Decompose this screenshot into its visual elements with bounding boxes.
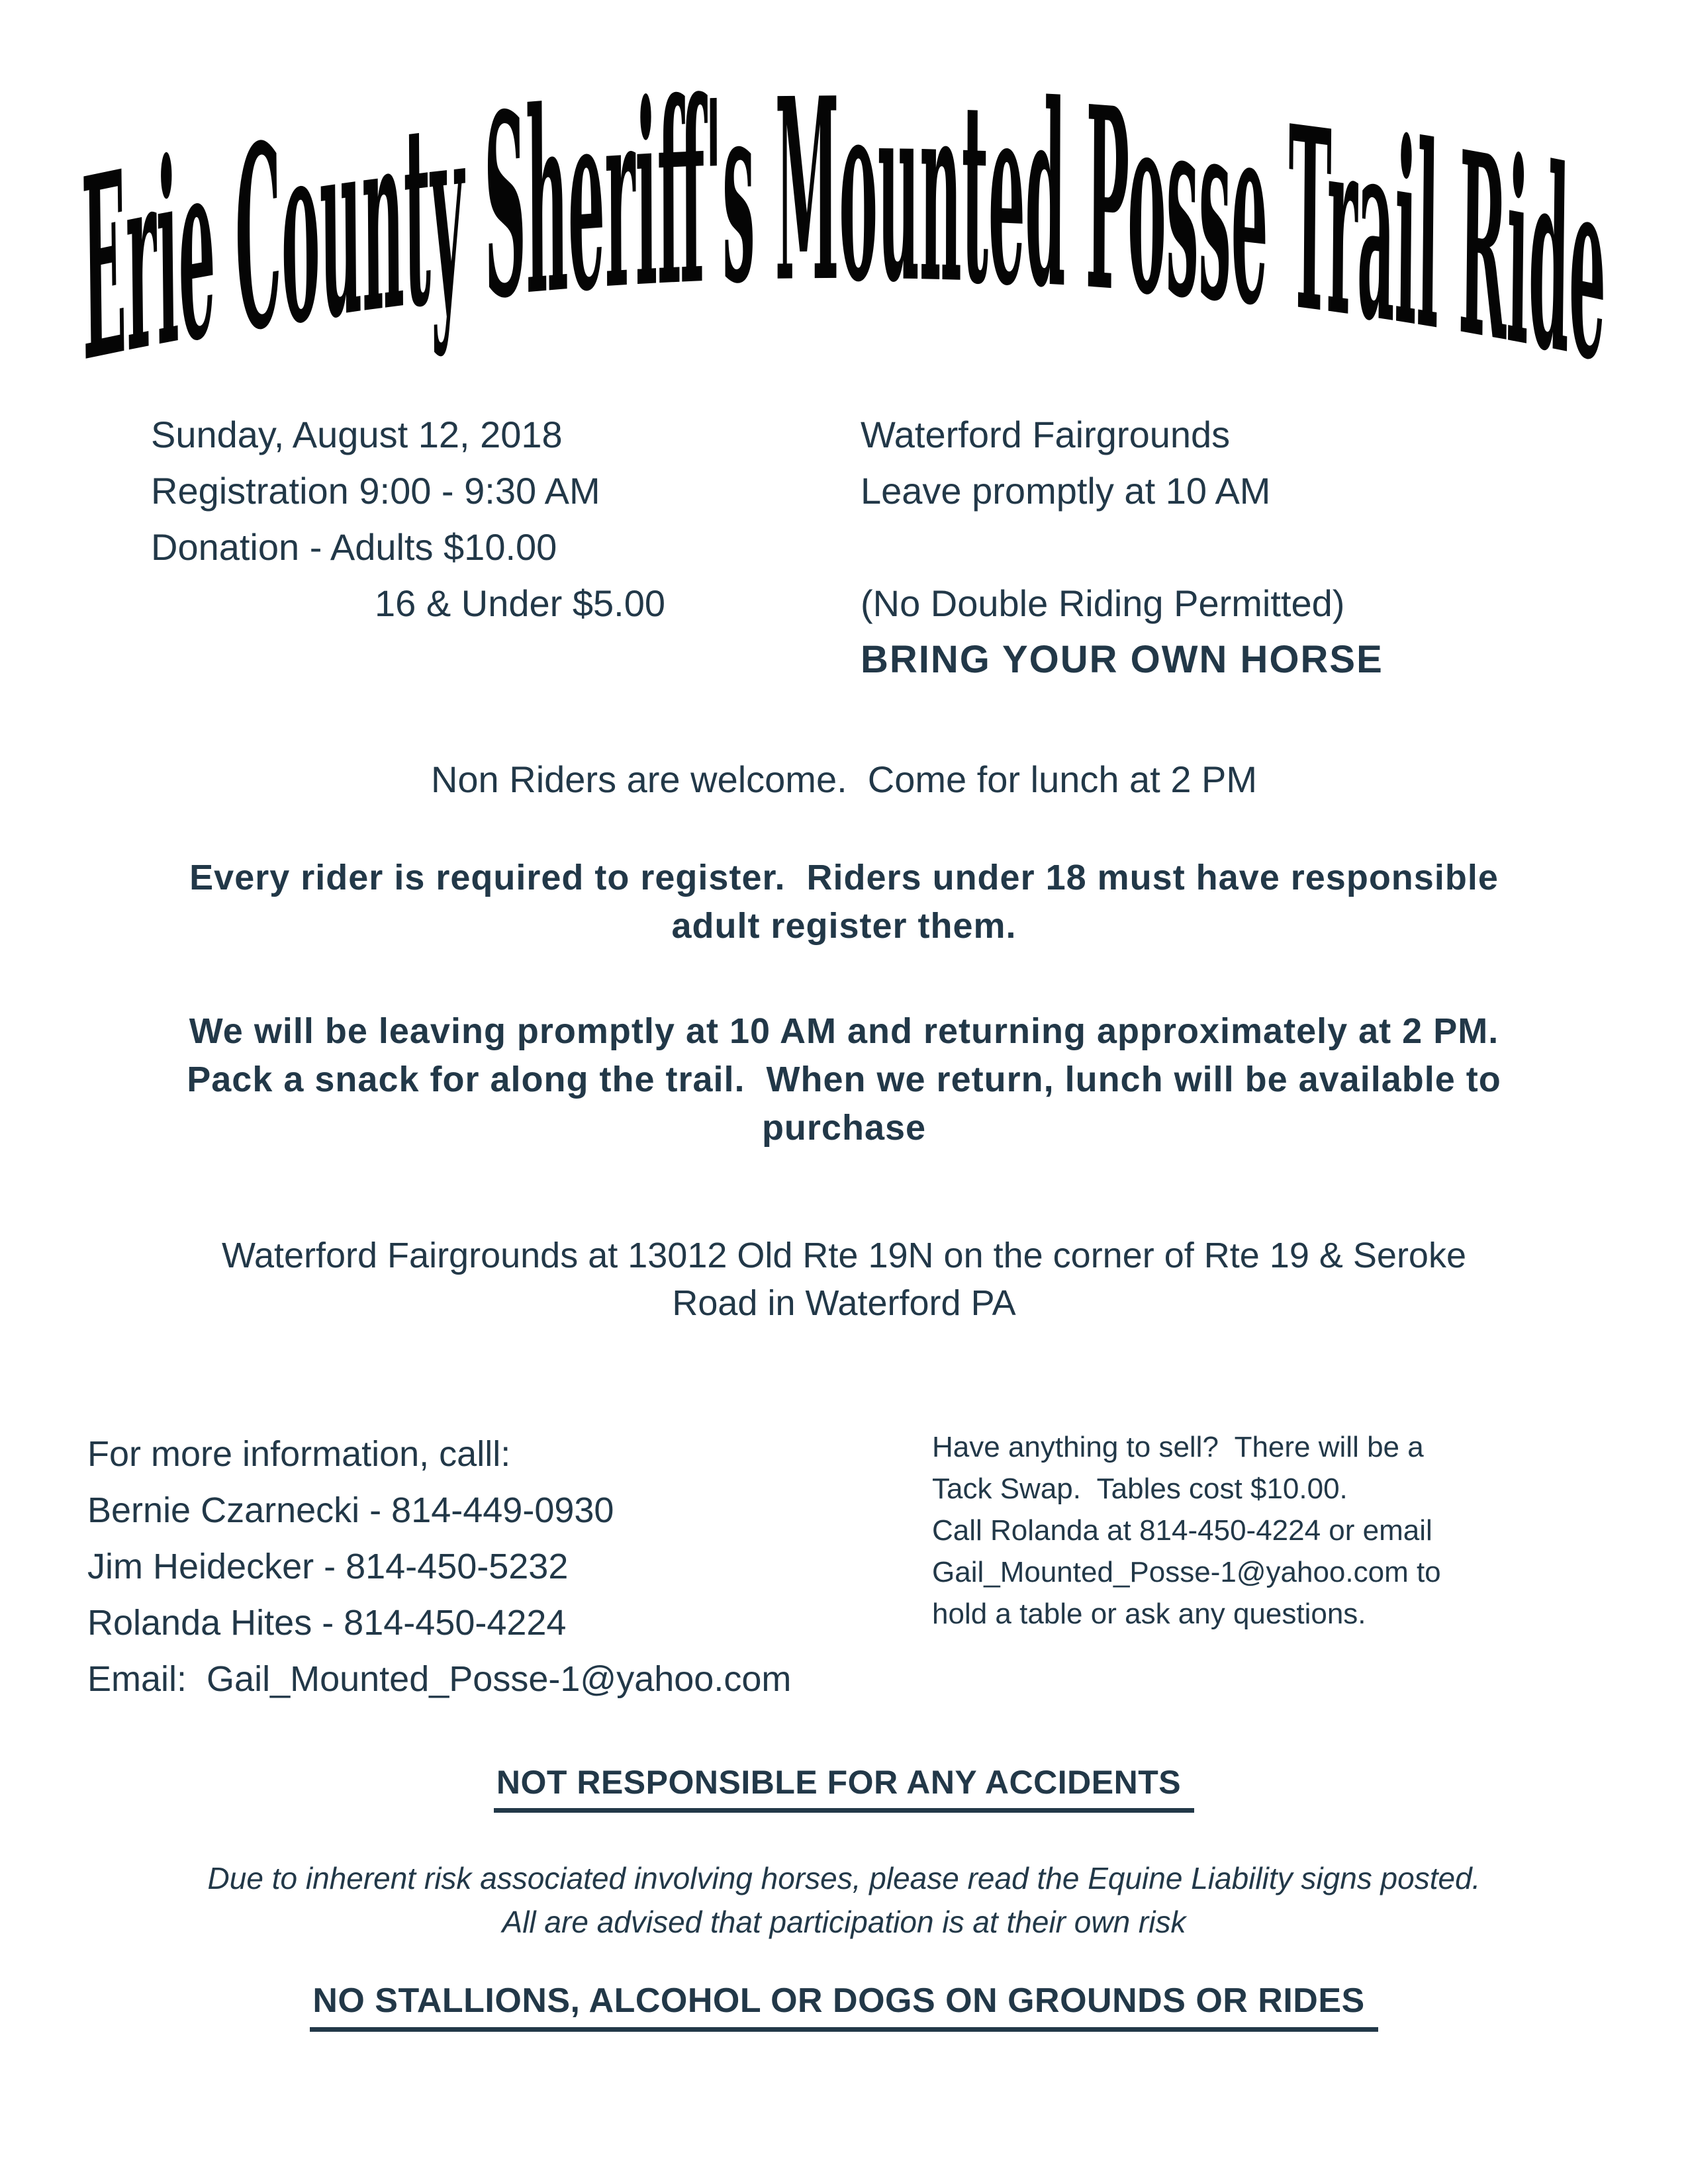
event-registration-time: Registration 9:00 - 9:30 AM — [151, 470, 600, 512]
contact-email: Email: Gail_Mounted_Posse-1@yahoo.com — [87, 1659, 792, 1699]
tack-swap-line1: Have anything to sell? There will be a — [932, 1431, 1424, 1463]
contact-bernie: Bernie Czarnecki - 814-449-0930 — [87, 1490, 614, 1530]
svg-text:Erie County Sheriff's Mounted — [80, 43, 1607, 418]
event-donation-under16: 16 & Under $5.00 — [375, 582, 665, 624]
tack-swap-line3: Call Rolanda at 814-450-4224 or email — [932, 1514, 1432, 1547]
event-donation-adults: Donation - Adults $10.00 — [151, 526, 557, 568]
schedule-notice-line2: Pack a snack for along the trail. When we return, lunch will be available to — [187, 1060, 1501, 1099]
event-info-block — [0, 406, 861, 688]
tack-swap-line4: Gail_Mounted_Posse-1@yahoo.com to — [932, 1556, 1441, 1588]
schedule-notice — [0, 1007, 1688, 1152]
accidents-disclaimer — [0, 1763, 1688, 1813]
liability-line2: All are advised that participation is at their own risk — [502, 1905, 1186, 1939]
liability-line1: Due to inherent risk associated involving horses, please read the Equine Liability signs posted. — [207, 1861, 1481, 1895]
location-departure: Leave promptly at 10 AM — [861, 470, 1271, 512]
spacer-line — [861, 519, 1383, 575]
contacts-block — [0, 1426, 932, 1707]
no-double-riding-note: (No Double Riding Permitted) — [861, 582, 1345, 624]
liability-disclaimer — [0, 1856, 1688, 1944]
grounds-rules — [0, 1981, 1688, 2032]
contact-rolanda: Rolanda Hites - 814-450-4224 — [87, 1603, 567, 1643]
register-notice-line1: Every rider is required to register. Riders under 18 must have responsible — [189, 858, 1499, 897]
tack-swap-line5: hold a table or ask any questions. — [932, 1598, 1366, 1630]
tack-swap-line2: Tack Swap. Tables cost $10.00. — [932, 1473, 1348, 1505]
contacts-row — [0, 1426, 1688, 1707]
schedule-notice-line1: We will be leaving promptly at 10 AM and returning approximately at 2 PM. — [189, 1011, 1499, 1051]
location-info-block — [861, 406, 1383, 688]
venue-address-line2: Road in Waterford PA — [672, 1283, 1016, 1323]
bring-own-horse-note: BRING YOUR OWN HORSE — [861, 638, 1383, 681]
event-date: Sunday, August 12, 2018 — [151, 414, 563, 455]
register-notice-line2: adult register them. — [671, 906, 1017, 946]
schedule-notice-line3: purchase — [761, 1108, 927, 1148]
venue-address — [0, 1232, 1688, 1327]
flyer-title-text: Erie County Sheriff's Mounted Posse Trail Ride — [80, 42, 1609, 419]
flyer-title-arch — [0, 0, 1688, 419]
accidents-disclaimer-text: NOT RESPONSIBLE FOR ANY ACCIDENTS — [494, 1763, 1194, 1813]
register-notice — [0, 854, 1688, 950]
non-riders-text: Non Riders are welcome. Come for lunch at 2 PM — [430, 758, 1258, 800]
event-details-row — [0, 406, 1688, 688]
contact-jim: Jim Heidecker - 814-450-5232 — [87, 1547, 569, 1586]
venue-address-line1: Waterford Fairgrounds at 13012 Old Rte 19N on the corner of Rte 19 & Seroke — [221, 1236, 1466, 1275]
title-arch-svg — [0, 0, 1688, 419]
tack-swap-block — [932, 1426, 1620, 1707]
location-venue: Waterford Fairgrounds — [861, 414, 1231, 455]
non-riders-note — [0, 751, 1688, 807]
grounds-rules-text: NO STALLIONS, ALCOHOL OR DOGS ON GROUNDS OR RIDES — [310, 1981, 1378, 2032]
contacts-heading: For more information, calll: — [87, 1434, 511, 1474]
